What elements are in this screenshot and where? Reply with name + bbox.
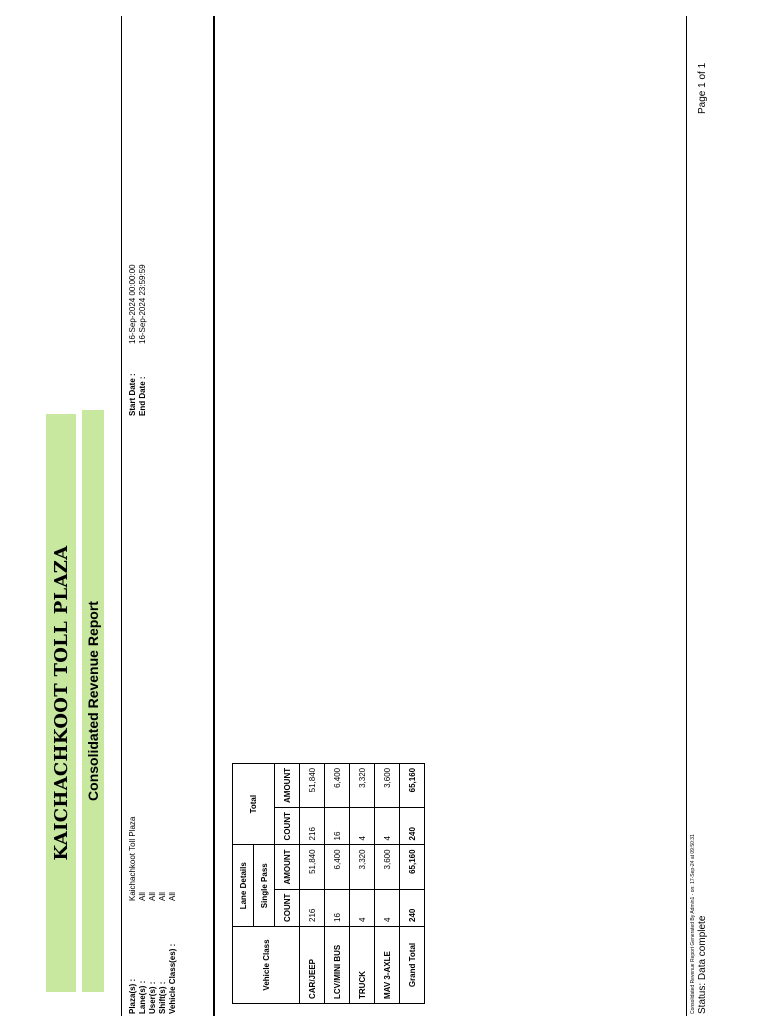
table-row — [375, 763, 400, 1003]
count-cell: 4 — [350, 889, 375, 926]
count-cell: 216 — [300, 807, 325, 844]
table-row — [325, 763, 350, 1003]
date-label: Start Date : — [128, 373, 137, 416]
count-cell: 216 — [300, 889, 325, 926]
vehicle-class-cell: MAV 3-AXLE — [375, 927, 400, 1004]
filter-row — [158, 817, 168, 1014]
status-text: Status: Data complete — [697, 915, 708, 1014]
filter-value: Kaichachkoot Toll Plaza — [128, 816, 137, 901]
vehicle-class-header: Vehicle Class — [233, 927, 300, 1004]
filter-row — [168, 817, 178, 1014]
filter-label: Lane(s) : — [138, 980, 147, 1014]
amount-cell: 51,840 — [300, 845, 325, 889]
total-header: Total — [233, 763, 275, 845]
vehicle-class-cell: TRUCK — [350, 927, 375, 1004]
footer-rule — [686, 16, 687, 1016]
amount-header: AMOUNT — [275, 845, 300, 889]
plaza-title: KAICHACHKOOT TOLL PLAZA — [50, 545, 72, 861]
top-rule — [121, 16, 122, 1016]
amount-cell: 65,160 — [400, 845, 425, 889]
page-number: Page 1 of 1 — [697, 62, 708, 114]
grand-total-row — [400, 763, 425, 1003]
count-header: COUNT — [275, 807, 300, 844]
filter-value: All — [168, 892, 177, 901]
filter-label: Plaza(s) : — [128, 978, 137, 1014]
filter-row — [128, 817, 138, 1014]
amount-cell: 6,400 — [325, 845, 350, 889]
filter-label: Shift(s) : — [158, 981, 167, 1014]
table-header-row — [233, 763, 254, 1003]
revenue-table — [232, 763, 425, 1004]
date-row — [138, 264, 148, 416]
filter-value: All — [158, 892, 167, 901]
filter-info — [128, 817, 178, 1014]
table-row — [300, 763, 325, 1003]
count-cell: 240 — [400, 889, 425, 926]
amount-cell: 65,160 — [400, 763, 425, 807]
count-cell: 4 — [375, 807, 400, 844]
count-cell: 4 — [350, 807, 375, 844]
generated-note: Consolidated Revenue Report Generated By Admin1 - on: 17-Sep-24 at 09:50:31 — [690, 834, 696, 1014]
date-value: 16-Sep-2024 23:59:59 — [138, 264, 147, 344]
amount-cell: 6,400 — [325, 763, 350, 807]
count-cell: 16 — [325, 807, 350, 844]
filter-row — [148, 817, 158, 1014]
report-title: Consolidated Revenue Report — [85, 601, 101, 801]
amount-cell: 3,320 — [350, 763, 375, 807]
count-cell: 240 — [400, 807, 425, 844]
amount-cell: 3,600 — [375, 845, 400, 889]
vehicle-class-cell: CAR/JEEP — [300, 927, 325, 1004]
report-title-band — [82, 410, 104, 992]
lane-details-header: Lane Details — [233, 845, 254, 927]
filter-value: All — [148, 892, 157, 901]
date-value: 16-Sep-2024 00:00:00 — [128, 264, 137, 344]
single-pass-header: Single Pass — [254, 845, 275, 927]
amount-header: AMOUNT — [275, 763, 300, 807]
table-row — [350, 763, 375, 1003]
filter-row — [138, 817, 148, 1014]
amount-cell: 3,600 — [375, 763, 400, 807]
count-cell: 4 — [375, 889, 400, 926]
header-rule — [213, 16, 215, 1016]
date-row — [128, 264, 138, 416]
vehicle-class-cell: LCV/MINI BUS — [325, 927, 350, 1004]
amount-cell: 3,320 — [350, 845, 375, 889]
grand-total-label: Grand Total — [400, 927, 425, 1004]
date-label: End Date : — [138, 376, 147, 416]
plaza-title-band — [46, 414, 76, 992]
date-info — [128, 264, 148, 416]
count-cell: 16 — [325, 889, 350, 926]
count-header: COUNT — [275, 889, 300, 926]
filter-label: User(s) : — [148, 981, 157, 1014]
filter-value: All — [138, 892, 147, 901]
filter-label: Vehicle Class(es) : — [168, 943, 177, 1014]
amount-cell: 51,840 — [300, 763, 325, 807]
